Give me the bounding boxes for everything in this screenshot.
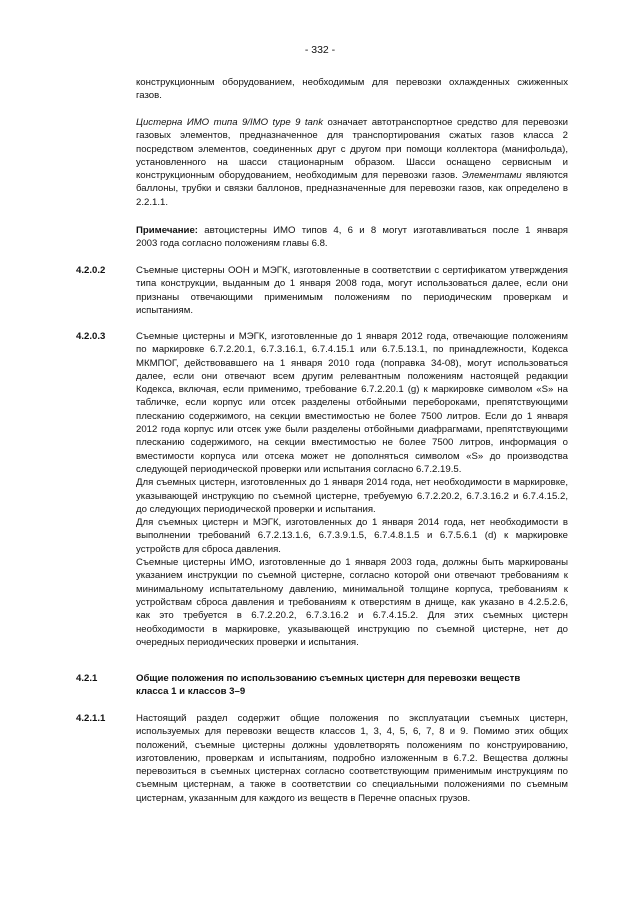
text-line: изготовлению, проверкам и испытаниям, подробно изложенным в 6.7.2. Вещества должны — [136, 752, 568, 764]
text-line: испытаниям. — [136, 304, 193, 316]
section-number: 4.2.0.2 — [76, 265, 106, 276]
text-line: 2.2.1.1. — [136, 196, 169, 208]
text-line: баллоны, трубки и связки баллонов, предназначенные для перевозки газов, как определено в — [136, 183, 568, 195]
imo-type9-definition — [136, 116, 568, 209]
text-line: Съемные цистерны ИМО, изготовленные до 1 января 2003 года, должны быть маркированы — [136, 557, 568, 569]
section-number: 4.2.1 — [76, 673, 98, 684]
definition-term: Цистерна ИМО типа 9/IMO type 9 tank — [136, 117, 324, 128]
section-number: 4.2.0.3 — [76, 331, 106, 342]
text-line: как это требуется в 6.7.2.20.2, 6.7.3.16.2 и 6.7.4.15.2. Для этих съемных цистерн — [136, 610, 568, 622]
note-paragraph — [136, 224, 568, 251]
text-line: необходимости в маркировке, указывающей инструкцию по съемной цистерне, нет до — [136, 623, 568, 635]
text-line: далее, если они отвечают всем другим релевантным положениям настоящей редакции — [136, 370, 568, 382]
text-line: 2003 года согласно положениям главы 6.8. — [136, 238, 328, 250]
text-line: используемых для перевозки веществ классов 1, 3, 4, 5, 6, 7, 8 и 9. Помимо этих общих — [136, 726, 568, 738]
text-line: минимальному испытательному давлению, минимальной толщине корпуса, требованиям к — [136, 583, 568, 595]
text-line: выполнении требований 6.7.2.13.1.6, 6.7.3.9.1.5, 6.7.4.8.1.5 и 6.7.5.6.1 (d) к маркировке — [136, 530, 568, 542]
text-line: плесканию содержимого, на секции вместимостью не более 7500 литров, информация о — [136, 437, 568, 449]
text-line: Для съемных цистерн, изготовленных до 1 января 2014 года, нет необходимости в маркировке, — [136, 477, 568, 489]
text-line: указывающей инструкцию по съемной цистерне, требуемую 6.7.2.20.2, 6.7.3.16.2 и 6.7.4.15.2, — [136, 490, 568, 502]
text-line: посредством элементов, соединенных друг с другом при помощи коллектора (манифольда), — [136, 143, 568, 155]
text-line: Примечание: автоцистерны ИМО типов 4, 6 и 8 могут изготавливаться после 1 января — [136, 225, 568, 236]
text-line: Для съемных цистерн и МЭГК, изготовленных до 1 января 2014 года, нет необходимости в — [136, 517, 568, 529]
heading-line: Общие положения по использованию съемных цистерн для перевозки веществ — [136, 673, 521, 684]
intro-paragraph — [136, 76, 568, 103]
text-line: Настоящий раздел содержит общие положения по эксплуатации съемных цистерн, — [136, 713, 568, 724]
text-line: съемным цистернам, а также в соответствии со специальными положениями по съемным — [136, 779, 568, 791]
text-line: типа конструкции, выданным до 1 января 2008 года, могут использоваться далее, если они — [136, 278, 568, 290]
text-line: табличке, если корпус или отсек разделены отбойными перебороками, препятствующими — [136, 397, 568, 409]
text-line: конструкционным оборудованием, необходимым для перевозки охлажденных сжиженных — [136, 77, 568, 88]
section-4-2-0-2 — [136, 264, 568, 317]
text-line: очередных периодических проверки и испытания. — [136, 636, 359, 648]
text-line: по маркировке 6.7.2.20.1, 6.7.3.16.1, 6.7.4.15.1 или 6.7.5.13.1, по принадлежности, Кодекса — [136, 344, 568, 356]
section-4-2-0-3 — [136, 330, 568, 649]
text-line: вместимости корпуса или отсека может не дополняться символом «S» до производства — [136, 450, 568, 462]
definition-term: Элементами — [462, 170, 522, 182]
text-line: устройств для сброса давления. — [136, 543, 281, 555]
text-line: установленного на шасси стационарным образом. Шасси оснащено сервисным и — [136, 156, 568, 168]
text-line: газовых элементов, предназначенное для транспортирования сжатых газов класса 2 — [136, 130, 568, 142]
text-line: Съемные цистерны ООН и МЭГК, изготовленные в соответствии с сертификатом утверждения — [136, 265, 568, 276]
text-line: устройствам сброса давления и требованиям к отверстиям в днище, как указано в 4.2.5.2.6, — [136, 596, 568, 608]
text-line: положений, съемные цистерны должны удовлетворять положениям по конструированию, — [136, 739, 568, 751]
text-line: конструкционным оборудованием, необходимым для перевозки газов. Элементами являются — [136, 170, 568, 182]
text-line: МКМПОГ, действовавшего на 1 января 2010 года (поправка 34-08), могут использоваться — [136, 357, 568, 369]
text-line: указанием инструкции по съемной цистерне, согласно которой они отвечают требованиям к — [136, 570, 568, 582]
text-line: до следующих периодической проверки и испытания. — [136, 503, 376, 515]
text-line: перевозиться в съемных цистернах согласно соответствующим применимым инструкциям по — [136, 766, 568, 778]
text-line: газов. — [136, 90, 162, 102]
text-line: Цистерна ИМО типа 9/IMO type 9 tank означает автотранспортное средство для перевозки — [136, 117, 568, 128]
text-line: Съемные цистерны и МЭГК, изготовленные до 1 января 2012 года, отвечающие положениям — [136, 331, 568, 342]
text-line: признаны отвечающими применимым положениям по периодическим проверкам и — [136, 291, 568, 303]
section-number: 4.2.1.1 — [76, 713, 106, 724]
text-line: следующей периодической проверки или испытания согласно 6.7.2.19.5. — [136, 463, 462, 475]
text-line: 2012 года корпус или отсек уже были разделены отбойными диафрагмами, препятствующими — [136, 424, 568, 436]
section-heading-4-2-1 — [136, 672, 568, 699]
text-line: плесканию содержимого, на секции вместимостью не более 7500 литров. Если до 1 января — [136, 410, 568, 422]
text-line: цистернам, указанным для каждого из веществ в Перечне опасных грузов. — [136, 792, 471, 804]
text-line: Кодекса, включая, если применимо, требование 6.7.2.20.1 (g) к маркировке символом «S» на — [136, 384, 568, 396]
note-label: Примечание: — [136, 225, 198, 236]
section-4-2-1-1 — [136, 712, 568, 805]
heading-line: класса 1 и классов 3–9 — [136, 686, 246, 698]
page-number: - 332 - — [304, 44, 336, 56]
